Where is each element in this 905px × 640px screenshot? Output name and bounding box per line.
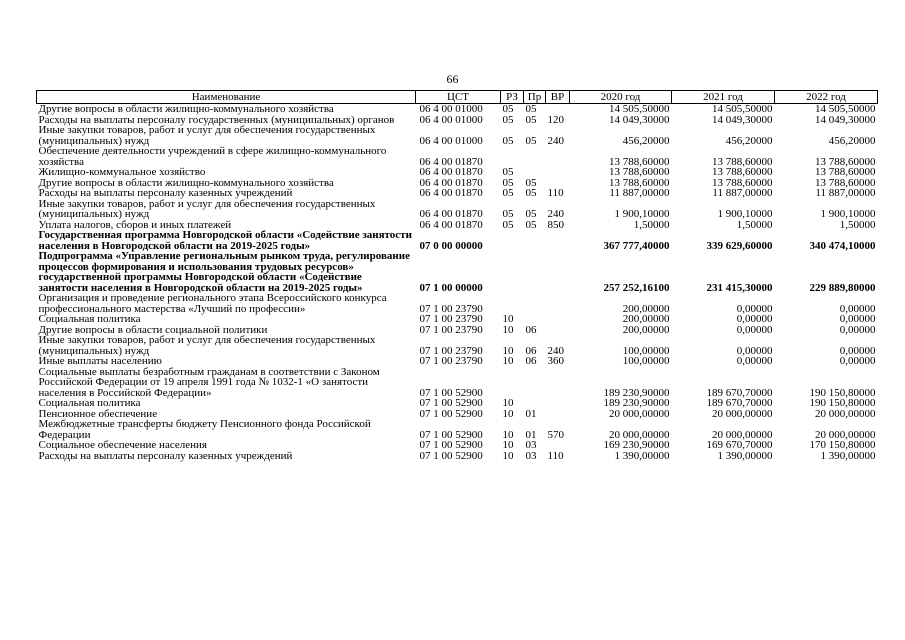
- row-vr: [546, 167, 570, 178]
- row-2020: 189 230,90000: [603, 397, 670, 409]
- row-name: Уплата налогов, сборов и иных платежей: [38, 218, 232, 231]
- row-vr: 240: [547, 134, 564, 147]
- table-row: [37, 199, 878, 220]
- row-2020: 1,50000: [633, 218, 670, 231]
- row-cst: 07 1 00 00000: [419, 281, 483, 294]
- row-2022: 14 505,50000: [815, 103, 876, 115]
- row-cst: 06 4 00 01000: [419, 103, 483, 115]
- row-2021: 189 670,70000: [706, 397, 773, 409]
- row-vr: [546, 146, 570, 167]
- row-vr: [546, 251, 570, 293]
- row-rz: [501, 367, 524, 399]
- row-name: Социальная политика: [38, 397, 141, 409]
- row-pr: [524, 367, 546, 399]
- row-cst: 07 1 00 52900: [419, 428, 483, 441]
- row-2022: 13 788,60000: [815, 176, 876, 189]
- row-2022: 340 474,10000: [809, 239, 876, 252]
- row-cst: 07 1 00 23790: [419, 313, 483, 325]
- row-2020: 13 788,60000: [609, 155, 670, 168]
- row-rz: 10: [502, 407, 514, 420]
- row-2022: 190 150,80000: [809, 397, 876, 409]
- row-name: Иные закупки товаров, работ и услуг для обеспечения государственных (муниципальных) нужд: [38, 124, 376, 147]
- row-cst: 07 1 00 52900: [419, 439, 483, 451]
- row-cst: 06 4 00 01000: [419, 113, 483, 126]
- row-pr: [524, 251, 546, 293]
- row-2021: 339 629,60000: [706, 239, 773, 252]
- row-rz: [501, 293, 524, 314]
- row-2022: 20 000,00000: [815, 407, 876, 420]
- row-cst: 06 4 00 01870: [419, 176, 483, 189]
- row-name: Государственная программа Новгородской области «Содействие занятости населения в Новгородской области на 2019-2025 годы»: [38, 229, 412, 252]
- row-name: Межбюджетные трансферты бюджету Пенсионного фонда Российской Федерации: [38, 418, 371, 441]
- header-rz: РЗ: [501, 91, 524, 104]
- row-vr: [546, 230, 570, 251]
- row-2020: 200,00000: [622, 313, 670, 325]
- row-name: Социальное обеспечение населения: [38, 439, 207, 451]
- row-2022: 1 900,10000: [820, 208, 876, 220]
- row-pr: [524, 167, 546, 178]
- row-pr: 05: [525, 218, 537, 231]
- row-cst: 07 1 00 23790: [419, 302, 483, 315]
- row-2021: 13 788,60000: [712, 176, 773, 189]
- row-vr: 120: [547, 113, 564, 126]
- row-2022: 14 049,30000: [815, 113, 876, 126]
- row-2022: 11 887,00000: [815, 187, 876, 199]
- row-rz: 10: [502, 313, 514, 325]
- row-vr: [546, 314, 570, 325]
- row-2020: 100,00000: [622, 344, 670, 357]
- row-cst: 07 1 00 23790: [419, 344, 483, 357]
- table-row: [37, 335, 878, 356]
- row-pr: 05: [525, 113, 537, 126]
- row-name: Жилищно-коммунальное хозяйство: [38, 166, 206, 178]
- row-2021: 20 000,00000: [712, 428, 773, 441]
- row-2021: 1 390,00000: [717, 449, 773, 462]
- row-cst: 07 1 00 23790: [419, 323, 483, 336]
- row-cst: 06 4 00 01870: [419, 155, 483, 168]
- row-2022: 456,20000: [828, 134, 876, 147]
- row-pr: 05: [525, 187, 537, 199]
- row-vr: [546, 367, 570, 399]
- row-2021: 11 887,00000: [712, 187, 773, 199]
- table-row: [37, 230, 878, 251]
- row-2022: 1,50000: [839, 218, 876, 231]
- row-cst: 06 4 00 01000: [419, 134, 483, 147]
- table-row: [37, 451, 878, 462]
- row-cst: 07 1 00 23790: [419, 355, 483, 367]
- row-cst: 07 1 00 52900: [419, 386, 483, 399]
- row-rz: [501, 230, 524, 251]
- row-2022: 1 390,00000: [820, 449, 876, 462]
- row-name: Другие вопросы в области жилищно-коммунального хозяйства: [38, 103, 334, 115]
- row-pr: [524, 293, 546, 314]
- row-rz: 05: [502, 208, 514, 220]
- row-rz: 05: [502, 218, 514, 231]
- row-pr: [524, 230, 546, 251]
- row-2020: 1 900,10000: [614, 208, 670, 220]
- row-2020: 11 887,00000: [609, 187, 670, 199]
- table-row: [37, 125, 878, 146]
- row-2021: 14 505,50000: [712, 103, 773, 115]
- header-cst: ЦСТ: [416, 91, 501, 104]
- row-name: Социальная политика: [38, 313, 141, 325]
- row-2022: 0,00000: [839, 355, 876, 367]
- row-2020: 367 777,40000: [603, 239, 670, 252]
- table-row: [37, 104, 878, 115]
- row-2021: 1 900,10000: [717, 208, 773, 220]
- table-row: [37, 356, 878, 367]
- table-row: [37, 146, 878, 167]
- table-row: [37, 167, 878, 178]
- budget-table: [36, 90, 878, 461]
- row-pr: 01: [525, 428, 537, 441]
- row-name: Социальные выплаты безработным гражданам в соответствии с Законом Российской Федерации от 19 апреля 1991 года № 1032-1 «О занятости населения в Российской Федерации»: [38, 365, 380, 399]
- row-rz: 10: [502, 449, 514, 462]
- row-pr: 05: [525, 103, 537, 115]
- row-2021: 189 670,70000: [706, 386, 773, 399]
- row-vr: [546, 409, 570, 420]
- row-name: Пенсионное обеспечение: [38, 407, 158, 420]
- row-vr: 110: [547, 187, 564, 199]
- row-cst: 07 1 00 52900: [419, 449, 483, 462]
- header-2020: 2020 год: [570, 91, 672, 104]
- row-rz: 05: [502, 176, 514, 189]
- row-rz: 10: [502, 439, 514, 451]
- row-2020: 14 505,50000: [609, 103, 670, 115]
- row-name: Обеспечение деятельности учреждений в сфере жилищно-коммунального хозяйства: [38, 145, 387, 168]
- page-number: 66: [446, 72, 459, 86]
- row-2021: 0,00000: [736, 313, 773, 325]
- row-vr: 360: [547, 355, 564, 367]
- row-2022: 13 788,60000: [815, 155, 876, 168]
- row-2021: 169 670,70000: [706, 439, 773, 451]
- row-rz: 10: [502, 355, 514, 367]
- row-2021: 231 415,30000: [706, 281, 773, 294]
- row-2022: 190 150,80000: [809, 386, 876, 399]
- row-cst: 06 4 00 01870: [419, 208, 483, 220]
- row-name: Другие вопросы в области социальной политики: [38, 323, 268, 336]
- row-2020: 456,20000: [622, 134, 670, 147]
- row-vr: [546, 293, 570, 314]
- header-pr: Пр: [524, 91, 546, 104]
- row-2020: 20 000,00000: [609, 428, 670, 441]
- header-name: Наименование: [37, 91, 416, 104]
- row-cst: 06 4 00 01870: [419, 218, 483, 231]
- row-pr: [524, 398, 546, 409]
- row-pr: 03: [525, 439, 537, 451]
- row-2020: 200,00000: [622, 323, 670, 336]
- row-pr: 06: [525, 344, 537, 357]
- row-rz: [501, 251, 524, 293]
- row-name: Расходы на выплаты персоналу государственных (муниципальных) органов: [38, 113, 395, 126]
- row-pr: 06: [525, 355, 537, 367]
- row-2021: 456,20000: [725, 134, 773, 147]
- row-rz: 10: [502, 323, 514, 336]
- row-rz: 05: [502, 166, 514, 178]
- row-2021: 20 000,00000: [712, 407, 773, 420]
- row-2021: 13 788,60000: [712, 155, 773, 168]
- table-row: [37, 367, 878, 399]
- row-pr: 01: [525, 407, 537, 420]
- row-rz: [501, 146, 524, 167]
- row-pr: [524, 314, 546, 325]
- row-name: Организация и проведение регионального этапа Всероссийского конкурса профессионального мастерства «Лучший по профессии»: [38, 292, 387, 315]
- row-vr: 850: [547, 218, 564, 231]
- row-pr: 06: [525, 323, 537, 336]
- header-vr: ВР: [546, 91, 570, 104]
- row-2021: 1,50000: [736, 218, 773, 231]
- row-name: Иные закупки товаров, работ и услуг для обеспечения государственных (муниципальных) нужд: [38, 197, 376, 220]
- row-2020: 257 252,16100: [603, 281, 670, 294]
- table-row: [37, 398, 878, 409]
- row-2020: 14 049,30000: [609, 113, 670, 126]
- row-2021: 14 049,30000: [712, 113, 773, 126]
- row-name: Другие вопросы в области жилищно-коммунального хозяйства: [38, 176, 334, 189]
- row-pr: 03: [525, 449, 537, 462]
- row-cst: 07 0 00 00000: [419, 239, 483, 252]
- row-rz: 05: [502, 113, 514, 126]
- row-2021: 0,00000: [736, 302, 773, 315]
- row-rz: 10: [502, 397, 514, 409]
- row-vr: 570: [547, 428, 564, 441]
- row-rz: 05: [502, 187, 514, 199]
- table-row: [37, 440, 878, 451]
- row-2020: 100,00000: [622, 355, 670, 367]
- row-vr: [546, 440, 570, 451]
- row-pr: 05: [525, 176, 537, 189]
- row-vr: 240: [547, 208, 564, 220]
- table-row: [37, 188, 878, 199]
- row-cst: 07 1 00 52900: [419, 407, 483, 420]
- row-vr: [546, 398, 570, 409]
- row-vr: [546, 104, 570, 115]
- table-row: [37, 314, 878, 325]
- row-rz: 10: [502, 428, 514, 441]
- row-cst: 06 4 00 01870: [419, 166, 483, 178]
- row-2020: 13 788,60000: [609, 176, 670, 189]
- row-rz: 10: [502, 344, 514, 357]
- row-2020: 1 390,00000: [614, 449, 670, 462]
- row-name: Иные выплаты населению: [38, 355, 162, 367]
- row-2022: 0,00000: [839, 344, 876, 357]
- table-row: [37, 251, 878, 293]
- row-vr: 110: [547, 449, 564, 462]
- row-cst: 06 4 00 01870: [419, 187, 483, 199]
- row-cst: 07 1 00 52900: [419, 397, 483, 409]
- row-2021: 0,00000: [736, 344, 773, 357]
- row-rz: 05: [502, 134, 514, 147]
- row-2022: 0,00000: [839, 323, 876, 336]
- row-vr: 240: [547, 344, 564, 357]
- row-2022: 229 889,80000: [809, 281, 876, 294]
- table-header-row: [37, 91, 878, 104]
- row-rz: 05: [502, 103, 514, 115]
- row-2020: 20 000,00000: [609, 407, 670, 420]
- row-2022: 170 150,80000: [809, 439, 876, 451]
- header-2022: 2022 год: [775, 91, 878, 104]
- row-2020: 13 788,60000: [609, 166, 670, 178]
- table-row: [37, 293, 878, 314]
- row-2020: 189 230,90000: [603, 386, 670, 399]
- row-2022: 0,00000: [839, 313, 876, 325]
- row-name: Расходы на выплаты персоналу казенных учреждений: [38, 187, 293, 199]
- row-2021: 0,00000: [736, 323, 773, 336]
- header-2021: 2021 год: [672, 91, 775, 104]
- row-name: Расходы на выплаты персоналу казенных учреждений: [38, 449, 293, 462]
- table-row: [37, 419, 878, 440]
- row-pr: 05: [525, 134, 537, 147]
- row-pr: 05: [525, 208, 537, 220]
- row-2022: 13 788,60000: [815, 166, 876, 178]
- row-2021: 13 788,60000: [712, 166, 773, 178]
- row-2020: 200,00000: [622, 302, 670, 315]
- row-2022: 20 000,00000: [815, 428, 876, 441]
- row-2021: 0,00000: [736, 355, 773, 367]
- table-body: [37, 104, 878, 462]
- row-name: Иные закупки товаров, работ и услуг для обеспечения государственных (муниципальных) нужд: [38, 334, 376, 357]
- row-name: Подпрограмма «Управление региональным рынком труда, регулирование процессов формирования и использования трудовых ресурсов» государственной программы Новгородской области «Содействие занятости населения в Новгородской области на 2019-2025 годы»: [38, 250, 410, 294]
- row-2022: 0,00000: [839, 302, 876, 315]
- row-vr: [546, 325, 570, 336]
- row-2020: 169 230,90000: [603, 439, 670, 451]
- row-pr: [524, 146, 546, 167]
